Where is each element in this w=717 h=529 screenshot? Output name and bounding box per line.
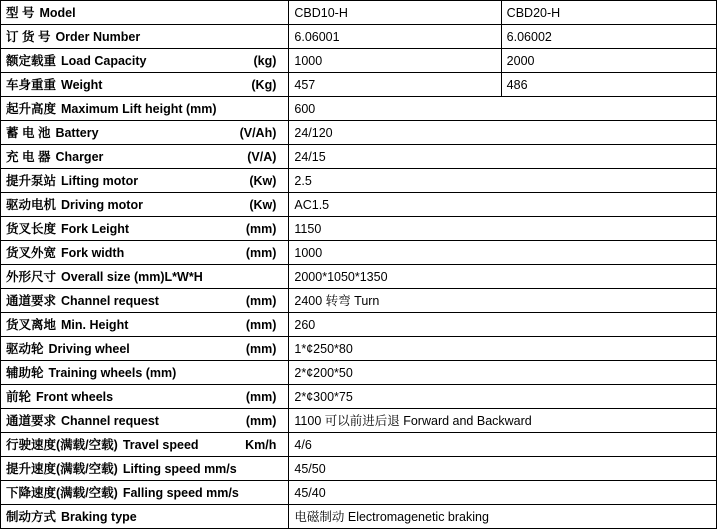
table-row (1, 193, 717, 217)
row-label-cn: 车身重重 (6, 77, 57, 92)
row-label-cell (1, 193, 289, 217)
row-label-cn: 前轮 (6, 389, 32, 404)
row-label-cell (1, 361, 289, 385)
table-row (1, 49, 717, 73)
table-row (1, 169, 717, 193)
row-label-unit: (V/Ah) (239, 125, 277, 140)
row-label-en: Lifting motor (61, 173, 139, 188)
row-value-cbd10: 24/120 (289, 121, 717, 145)
row-label-cell (1, 73, 289, 97)
row-value-cbd10: 2*¢300*75 (289, 385, 717, 409)
table-row (1, 481, 717, 505)
row-label-unit: (mm) (245, 317, 277, 332)
row-label-en: Fork width (61, 245, 125, 260)
row-label-cn: 额定载重 (6, 53, 57, 68)
row-value-cbd10: 2.5 (289, 169, 717, 193)
row-label-en: Charger (55, 149, 104, 164)
row-label-cn: 起升高度 (6, 101, 57, 116)
row-label-cell (1, 313, 289, 337)
row-value-cbd10: 45/40 (289, 481, 717, 505)
row-label-en: Channel request (61, 413, 159, 428)
row-label-cell (1, 265, 289, 289)
row-label-cell (1, 409, 289, 433)
table-row (1, 385, 717, 409)
row-label-cell (1, 25, 289, 49)
row-label-en: Overall size (mm)L*W*H (61, 269, 203, 284)
row-label-unit: Km/h (245, 437, 277, 452)
row-value-cbd10: 2000*1050*1350 (289, 265, 717, 289)
table-row (1, 145, 717, 169)
row-value-cbd20: 2000 (501, 49, 716, 73)
row-value-cbd10: 260 (289, 313, 717, 337)
table-row (1, 337, 717, 361)
row-value-cbd10: 600 (289, 97, 717, 121)
row-value-cbd20: CBD20-H (501, 1, 716, 25)
row-label-cn: 蓄 电 池 (6, 125, 51, 140)
row-label-cell (1, 457, 289, 481)
row-label-cell (1, 49, 289, 73)
table-body (1, 1, 717, 529)
row-value-cbd20: 486 (501, 73, 716, 97)
row-label-cn: 辅助轮 (6, 365, 44, 380)
row-value-cbd10: 1150 (289, 217, 717, 241)
row-value-cbd10: 4/6 (289, 433, 717, 457)
table-row (1, 97, 717, 121)
row-label-en: Fork Leight (61, 221, 130, 236)
row-label-cn: 型 号 (6, 5, 35, 20)
row-label-cn: 货叉离地 (6, 317, 57, 332)
row-label-en: Load Capacity (61, 53, 147, 68)
table-row (1, 217, 717, 241)
row-label-cell (1, 121, 289, 145)
row-value-cbd10: 2400 转弯 Turn (289, 289, 717, 313)
row-label-cn: 驱动电机 (6, 197, 57, 212)
table-row (1, 409, 717, 433)
row-label-cn: 提升泵站 (6, 173, 57, 188)
row-label-unit: (kg) (253, 53, 277, 68)
row-label-cn: 制动方式 (6, 509, 57, 524)
row-label-en: Order Number (55, 29, 141, 44)
row-value-cbd10: CBD10-H (289, 1, 501, 25)
row-label-en: Weight (61, 77, 103, 92)
row-label-unit: (mm) (245, 293, 277, 308)
table-row (1, 505, 717, 529)
row-label-cn: 提升速度(满载/空载) (6, 461, 118, 476)
row-label-en: Maximum Lift height (mm) (61, 101, 217, 116)
row-value-cbd10: AC1.5 (289, 193, 717, 217)
row-label-cn: 驱动轮 (6, 341, 44, 356)
row-label-en: Model (39, 5, 76, 20)
row-value-cbd10: 45/50 (289, 457, 717, 481)
row-label-unit: (mm) (245, 389, 277, 404)
table-row (1, 313, 717, 337)
row-label-cn: 货叉长度 (6, 221, 57, 236)
row-value-cbd10: 24/15 (289, 145, 717, 169)
row-label-cell (1, 1, 289, 25)
row-value-cbd10: 电磁制动 Electromagenetic braking (289, 505, 717, 529)
row-label-unit: (Kg) (251, 77, 277, 92)
row-label-en: Driving motor (61, 197, 143, 212)
row-label-cell (1, 337, 289, 361)
row-label-en: Driving wheel (48, 341, 130, 356)
row-label-en: Front wheels (36, 389, 114, 404)
row-label-cn: 通道要求 (6, 293, 57, 308)
row-value-cbd20: 6.06002 (501, 25, 716, 49)
row-value-cbd10: 6.06001 (289, 25, 501, 49)
table-row (1, 265, 717, 289)
row-label-unit: (mm) (245, 413, 277, 428)
row-label-cell (1, 433, 289, 457)
row-label-en: Falling speed mm/s (122, 485, 239, 500)
row-value-cbd10: 457 (289, 73, 501, 97)
row-label-en: Braking type (61, 509, 137, 524)
row-label-unit: (mm) (245, 245, 277, 260)
row-label-unit: (Kw) (249, 197, 277, 212)
row-value-cbd10: 2*¢200*50 (289, 361, 717, 385)
row-label-unit: (mm) (245, 341, 277, 356)
row-value-cbd10: 1000 (289, 49, 501, 73)
table-row (1, 1, 717, 25)
row-label-cn: 行驶速度(满载/空载) (6, 437, 118, 452)
row-label-cn: 货叉外宽 (6, 245, 57, 260)
row-label-cell (1, 481, 289, 505)
row-value-cbd10: 1000 (289, 241, 717, 265)
table-row (1, 73, 717, 97)
row-label-en: Min. Height (61, 317, 129, 332)
row-label-cn: 充 电 器 (6, 149, 51, 164)
row-label-unit: (mm) (245, 221, 277, 236)
table-row (1, 121, 717, 145)
row-label-en: Training wheels (mm) (48, 365, 177, 380)
row-label-cell (1, 241, 289, 265)
row-label-en: Battery (55, 125, 99, 140)
row-label-cn: 下降速度(满载/空载) (6, 485, 118, 500)
row-label-cell (1, 169, 289, 193)
table-row (1, 433, 717, 457)
row-label-cell (1, 97, 289, 121)
row-label-cn: 订 货 号 (6, 29, 51, 44)
row-label-en: Lifting speed mm/s (122, 461, 237, 476)
table-row (1, 241, 717, 265)
row-label-en: Channel request (61, 293, 159, 308)
row-label-cn: 通道要求 (6, 413, 57, 428)
row-label-en: Travel speed (122, 437, 199, 452)
row-label-cell (1, 289, 289, 313)
row-label-unit: (Kw) (249, 173, 277, 188)
table-row (1, 457, 717, 481)
table-row (1, 289, 717, 313)
row-label-unit: (V/A) (247, 149, 277, 164)
row-label-cell (1, 385, 289, 409)
row-value-cbd10: 1100 可以前进后退 Forward and Backward (289, 409, 717, 433)
table-row (1, 25, 717, 49)
row-label-cell (1, 217, 289, 241)
row-value-cbd10: 1*¢250*80 (289, 337, 717, 361)
table-row (1, 361, 717, 385)
row-label-cn: 外形尺寸 (6, 269, 57, 284)
row-label-cell (1, 505, 289, 529)
row-label-cell (1, 145, 289, 169)
